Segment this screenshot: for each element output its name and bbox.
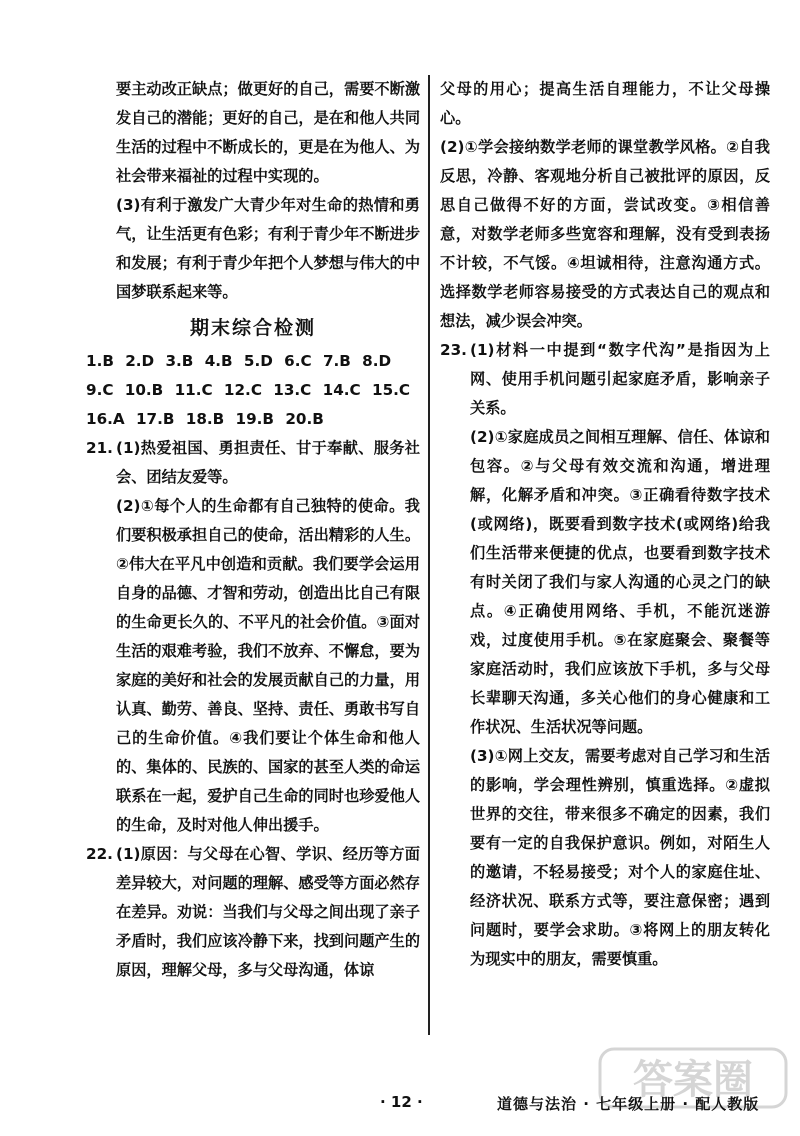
watermark-text: 答案圈 [633, 1057, 753, 1103]
question-23-part-2: (2)①家庭成员之间相互理解、信任、体谅和包容。②与父母有效交流和沟通，增进理解，化解矛盾和冲突。③正确看待数字技术(或网络)，既要看到数字技术(或网络)给我们生活带来便捷的优点，也要看到数字技术有时关闭了我们与家人沟通的心灵之门的缺点。④正确使用网络、手机，不能沉迷游戏，过度使用手机。⑤在家庭聚会、聚餐等家庭活动时，我们应该放下手机，多与父母长辈聊天沟通，多关心他们的身心健康和工作状况、生活状况等问题。 [470, 428, 770, 736]
answer-item: 20.B [285, 410, 324, 428]
answer-item: 9.C [86, 381, 114, 399]
answer-item: 18.B [185, 410, 225, 428]
answer-item: 15.C [372, 381, 411, 399]
answer-item: 17.B [135, 410, 175, 428]
left-paragraph-1: 要主动改正缺点；做更好的自己，需要不断激发自己的潜能；更好的自己，是在和他人共同生活的过程中不断成长的，更是在为他人、为社会带来福祉的过程中实现的。 [116, 80, 420, 185]
section-title: 期末综合检测 [189, 317, 316, 339]
question-23-part-1 [440, 336, 770, 423]
book-title: 道德与法治 · 七年级上册 · 配人教版 [497, 1095, 760, 1113]
question-number: 21. [86, 439, 113, 457]
answer-item: 13.C [273, 381, 312, 399]
answer-item: 16.A [86, 410, 125, 428]
question-21-part-2: (2)①每个人的生命都有自己独特的使命。我们要积极承担自己的使命，活出精彩的人生。②伟大在平凡中创造和贡献。我们要学会运用自身的品德、才智和劳动，创造出比自己有限的生命更长久的、不平凡的社会价值。③面对生活的艰难考验，我们不放弃、不懈怠，要为家庭的美好和社会的发展贡献自己的力量，用认真、勤劳、善良、坚持、责任、勇敢书写自己的生命价值。④我们要让个体生命和他人的、集体的、民族的、国家的甚至人类的命运联系在一起，爱护自己生命的同时也珍爱他人的生命，及时对他人伸出援手。 [116, 497, 420, 834]
question-number: 22. [86, 845, 113, 863]
answers-row-3 [86, 405, 420, 434]
question-22-part-1 [86, 840, 420, 985]
answer-item: 14.C [322, 381, 361, 399]
answer-item: 8.D [362, 352, 392, 370]
answer-item: 5.D [243, 352, 273, 370]
page-number: · 12 · [380, 1093, 423, 1111]
multiple-choice-answers [86, 347, 420, 434]
answer-item: 11.C [174, 381, 213, 399]
question-21-text-1: (1)热爱祖国、勇担责任、甘于奉献、服务社会、团结友爱等。 [116, 439, 420, 486]
page-footer [0, 1093, 800, 1123]
question-21-part-1 [86, 434, 420, 492]
answer-item: 2.D [125, 352, 155, 370]
answer-item: 7.B [322, 352, 351, 370]
answers-row-2 [86, 376, 420, 405]
question-22-text-1: (1)原因：与父母在心智、学识、经历等方面差异较大，对问题的理解、感受等方面必然存在差异。劝说：当我们与父母之间出现了亲子矛盾时，我们应该冷静下来，找到问题产生的原因，理解父母，多与父母沟通，体谅 [116, 845, 420, 979]
column-divider [428, 75, 430, 1035]
answer-item: 3.B [165, 352, 194, 370]
right-paragraph-1: 父母的用心；提高生活自理能力，不让父母操心。 [440, 80, 770, 127]
question-number: 23. [440, 341, 467, 359]
question-23-text-1: (1)材料一中提到“数字代沟”是指因为上网、使用手机问题引起家庭矛盾，影响亲子关系。 [470, 341, 770, 417]
answer-item: 4.B [204, 352, 233, 370]
left-paragraph-2: (3)有利于激发广大青少年对生命的热情和勇气，让生活更有色彩；有利于青少年不断进步和发展；有利于青少年把个人梦想与伟大的中国梦联系起来等。 [116, 196, 420, 301]
question-23-part-3: (3)①网上交友，需要考虑对自己学习和生活的影响，学会理性辨别，慎重选择。②虚拟世界的交往，带来很多不确定的因素，我们要有一定的自我保护意识。例如，对陌生人的邀请，不轻易接受；对个人的家庭住址、经济状况、联系方式等，要注意保密；遇到问题时，要学会求助。③将网上的朋友转化为现实中的朋友，需要慎重。 [470, 747, 770, 968]
answer-item: 12.C [223, 381, 262, 399]
answer-item: 6.C [284, 352, 312, 370]
answer-item: 19.B [235, 410, 275, 428]
answers-row-1 [86, 347, 420, 376]
left-column [86, 75, 420, 985]
answer-item: 10.B [124, 381, 164, 399]
right-column [440, 75, 770, 974]
right-paragraph-2: (2)①学会接纳数学老师的课堂教学风格。②自我反思，冷静、客观地分析自己被批评的原因，反思自己做得不好的方面，尝试改变。③相信善意，对数学老师多些宽容和理解，没有受到表扬不计较，不气馁。④坦诚相待，注意沟通方式。选择数学老师容易接受的方式表达自己的观点和想法，减少误会冲突。 [440, 138, 770, 330]
answer-item: 1.B [86, 352, 114, 370]
